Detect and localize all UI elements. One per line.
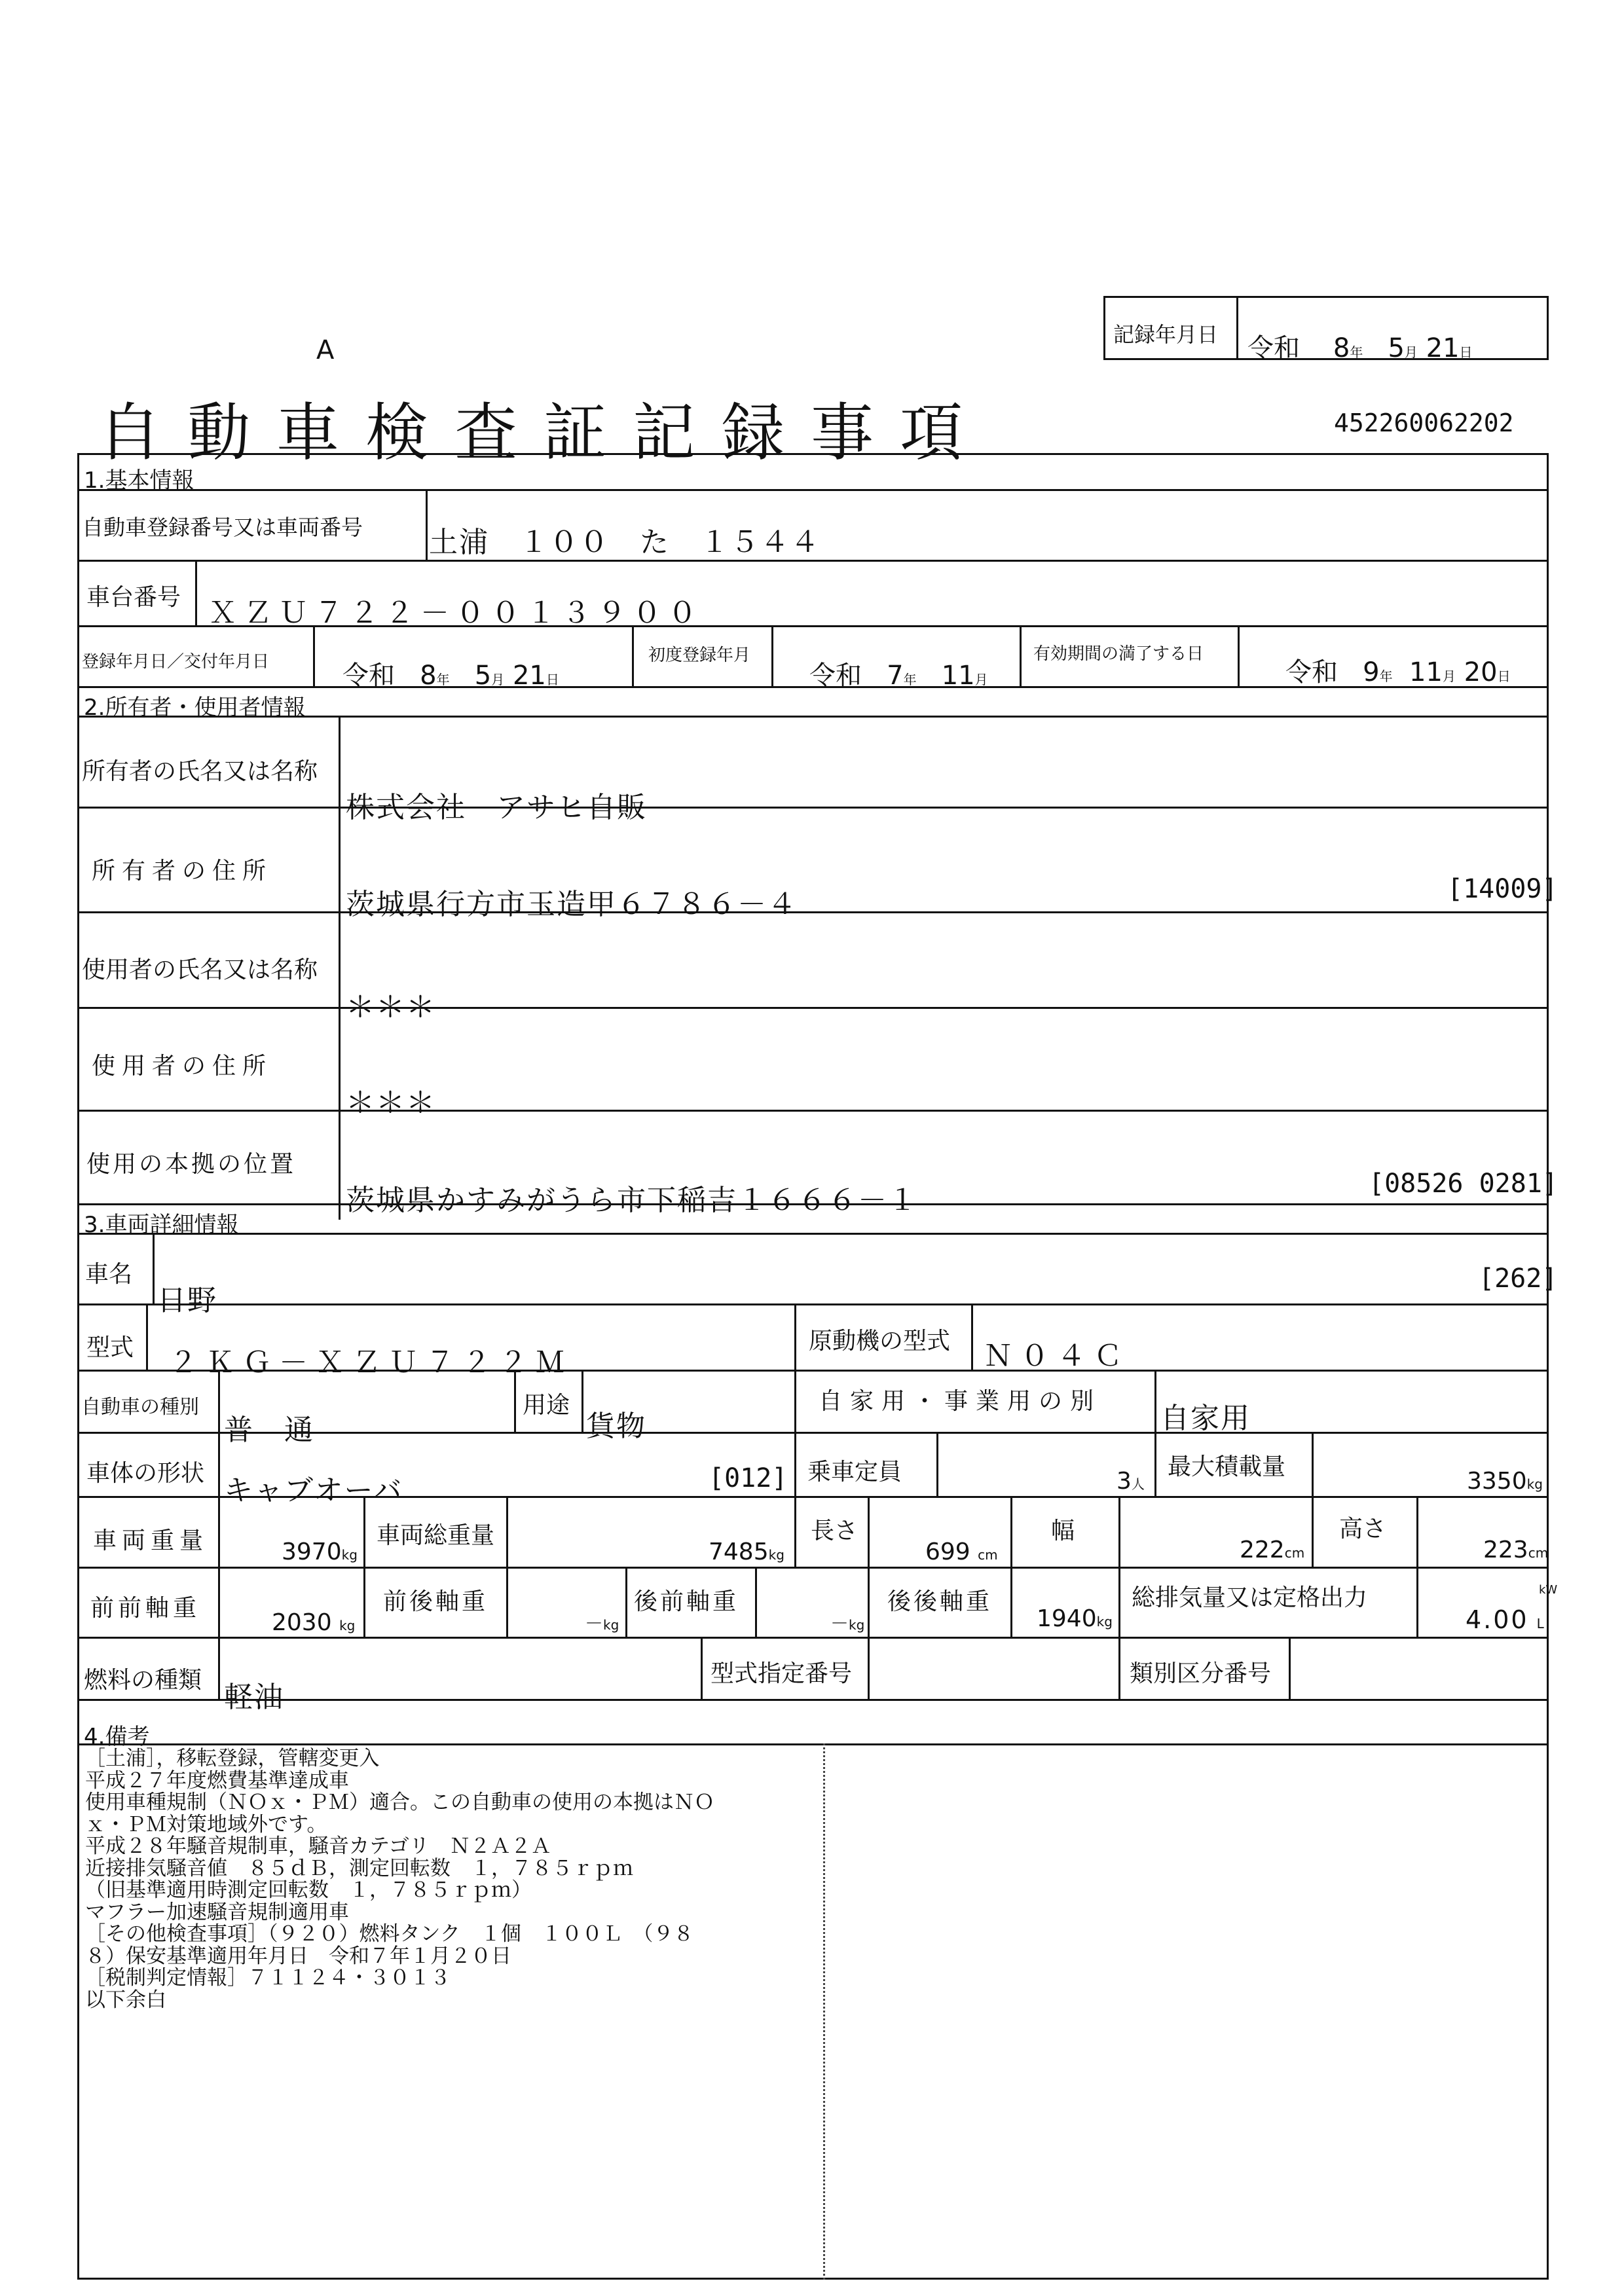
displacement-label: 総排気量又は定格出力 xyxy=(1132,1584,1368,1611)
capacity-value: 3人 xyxy=(1116,1468,1145,1495)
fr-axle-value: －kg xyxy=(585,1613,619,1634)
owner-address-code: [14009] xyxy=(1447,874,1558,904)
section-4-title: 4.備考 xyxy=(84,1724,150,1750)
page-title: 自動車検査証記録事項 xyxy=(98,396,989,469)
owner-address-label: 所有者の住所 xyxy=(92,858,273,884)
type-designation-label: 型式指定番号 xyxy=(710,1660,853,1687)
rr-axle-label: 後後軸重 xyxy=(887,1588,993,1615)
weight-value: 3970kg xyxy=(282,1539,358,1565)
width-value: 222cm xyxy=(1240,1537,1305,1563)
reg-number-label: 自動車登録番号又は車両番号 xyxy=(82,515,363,540)
document-number: 452260062202 xyxy=(1334,409,1514,437)
fr-axle-label: 前後軸重 xyxy=(383,1588,489,1615)
chassis-value: ＸＺＵ７２２－００１３９００ xyxy=(208,596,703,630)
expiry-label: 有効期間の満了する日 xyxy=(1033,644,1204,664)
section-1-title: 1.基本情報 xyxy=(84,467,194,494)
fuel-value: 軽油 xyxy=(224,1681,284,1714)
max-load-label: 最大積載量 xyxy=(1168,1453,1286,1480)
user-address-value: ＊＊＊ xyxy=(346,1086,436,1120)
owner-address-value: 茨城県行方市玉造甲６７８６－４ xyxy=(346,888,798,921)
gross-label: 車両総重量 xyxy=(377,1522,495,1549)
base-location-value: 茨城県かすみがうら市下稲吉１６６６－１ xyxy=(346,1184,918,1217)
maker-label: 車名 xyxy=(85,1261,133,1288)
reg-number-value: 土浦 １００ た １５４４ xyxy=(429,526,821,559)
weight-label: 車両重量 xyxy=(93,1527,209,1554)
user-name-label: 使用者の氏名又は名称 xyxy=(82,957,318,983)
length-value: 699 cm xyxy=(925,1539,998,1565)
expiry-value: 令和 9年 11月 20日 xyxy=(1285,657,1511,687)
kind-value: 普 通 xyxy=(224,1413,314,1447)
fuel-label: 燃料の種類 xyxy=(84,1667,202,1694)
body-label: 車体の形状 xyxy=(86,1460,205,1487)
reg-date-value: 令和 8年 5月 21日 xyxy=(342,661,559,691)
first-reg-label: 初度登録年月 xyxy=(648,646,751,665)
height-label: 高さ xyxy=(1339,1516,1387,1542)
chassis-label: 車台番号 xyxy=(86,584,181,611)
engine-label: 原動機の型式 xyxy=(809,1328,951,1355)
remarks-text: ［土浦］，移転登録，管轄変更入 平成２７年度燃費基準達成車 使用車種規制（ＮＯｘ・ＰＭ）適合。この自動車の使用の本拠はＮＯ ｘ・ＰＭ対策地域外です。 平成２８年騒音規制車，騒音カテゴリ Ｎ２Ａ２Ａ 近接排気騒音値 ８５ｄＢ，測定回転数 １，７８５ｒｐｍ （旧基準適用時測定回転数 １，７８５ｒｐｍ） マフラー加速騒音規制適用車 ［その他検査事項］（９２０）燃料タンク １個 １００Ｌ （９８ ８）保安基準適用年月日 令和７年１月２０日 ［税制判定情報］７１１２４・３０１３ 以下余白 xyxy=(85,1747,714,2012)
gross-value: 7485kg xyxy=(709,1539,784,1565)
ff-axle-value: 2030 kg xyxy=(272,1609,356,1636)
record-date-label: 記録年月日 xyxy=(1113,322,1219,347)
base-location-label: 使用の本拠の位置 xyxy=(86,1151,297,1178)
length-label: 長さ xyxy=(811,1518,858,1544)
kind-label: 自動車の種別 xyxy=(81,1396,199,1419)
maker-value: 日野 xyxy=(157,1284,217,1317)
form-mark: A xyxy=(316,335,335,365)
use-label: 用途 xyxy=(523,1392,570,1419)
displacement-unit-kw: kW xyxy=(1539,1583,1558,1597)
maker-code: [262] xyxy=(1479,1264,1558,1294)
max-load-value: 3350kg xyxy=(1467,1468,1543,1495)
engine-value: Ｎ０４Ｃ xyxy=(984,1339,1130,1373)
body-value: キャブオーバ xyxy=(224,1474,403,1507)
user-address-label: 使用者の住所 xyxy=(92,1053,273,1080)
height-value: 223cm xyxy=(1483,1537,1549,1563)
ff-axle-label: 前前軸重 xyxy=(90,1595,201,1622)
model-label: 型式 xyxy=(86,1334,134,1361)
owner-name-label: 所有者の氏名又は名称 xyxy=(82,758,318,785)
reg-date-label: 登録年月日／交付年月日 xyxy=(82,652,270,672)
section-3-title: 3.車両詳細情報 xyxy=(84,1212,239,1238)
record-date-value: 令和 8年 5月 21日 xyxy=(1247,333,1473,363)
width-label: 幅 xyxy=(1051,1518,1075,1544)
private-label: 自家用・事業用の別 xyxy=(819,1388,1102,1415)
rf-axle-label: 後前軸重 xyxy=(634,1588,739,1615)
displacement-value: 4.00 L xyxy=(1466,1605,1546,1634)
owner-name-value: 株式会社 アサヒ自販 xyxy=(346,791,647,824)
use-value: 貨物 xyxy=(586,1410,646,1443)
private-value: 自家用 xyxy=(1160,1402,1251,1435)
user-name-value: ＊＊＊ xyxy=(346,991,436,1024)
capacity-label: 乗車定員 xyxy=(807,1459,902,1485)
body-code: [012] xyxy=(709,1463,788,1493)
category-label: 類別区分番号 xyxy=(1130,1660,1272,1687)
rf-axle-value: －kg xyxy=(830,1613,865,1634)
rr-axle-value: 1940kg xyxy=(1037,1605,1113,1632)
model-value: ２ＫＧ－ＸＺＵ７２２Ｍ xyxy=(169,1346,572,1379)
first-reg-value: 令和 7年 11月 xyxy=(809,661,988,691)
section-2-title: 2.所有者・使用者情報 xyxy=(84,695,306,721)
base-location-code: [08526 0281] xyxy=(1369,1169,1558,1199)
